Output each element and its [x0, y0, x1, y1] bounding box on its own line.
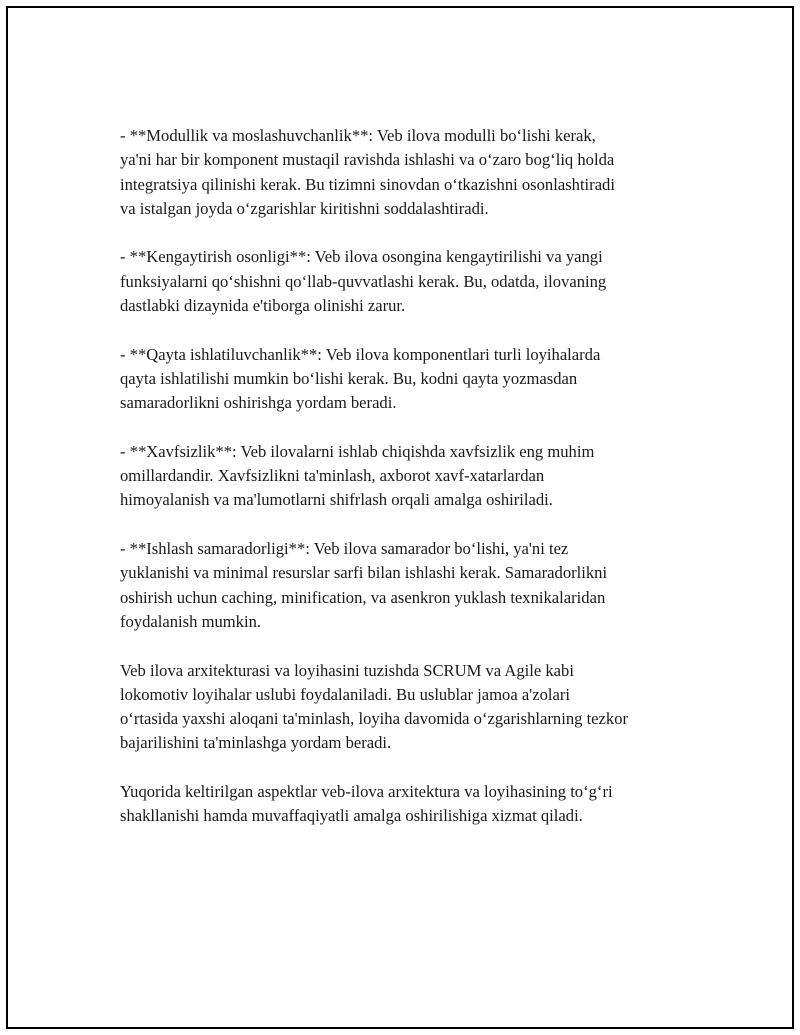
document-body [120, 124, 710, 853]
paragraph-methodology: Veb ilova arxitekturasi va loyihasini tuzishda SCRUM va Agile kabi lokomotiv loyihalar uslubi foydalaniladi. Bu uslublar jamoa a'zolari oʻrtasida yaxshi aloqani ta'minlash, loyiha davomida oʻzgarishlarning tezkor bajarilishini ta'minlashga yordam beradi. [120, 660, 629, 753]
paragraph-security: - **Xavfsizlik**: Veb ilovalarni ishlab chiqishda xavfsizlik eng muhim omillardandir. Xavfsizlikni ta'minlash, axborot xavf-xatarlardan himoyalanish va ma'lumotlarni shifrlash orqali amalga oshiriladi. [120, 441, 595, 510]
paragraph-performance: - **Ishlash samaradorligi**: Veb ilova samarador boʻlishi, ya'ni tez yuklanishi va minimal resurslar sarfi bilan ishlashi kerak. Samaradorlikni oshirish uchun caching, minification, va asenkron yuklash texnikalaridan foydalanish mumkin. [120, 539, 608, 631]
page-frame [6, 6, 794, 1029]
paragraph-modularity: - **Modullik va moslashuvchanlik**: Veb ilova modulli boʻlishi kerak, ya'ni har bir komponent mustaqil ravishda ishlashi va oʻzaro bogʻliq holda integratsiya qilinishi kerak. Bu tizimni sinovdan oʻtkazishni osonlashtiradi va istalgan joyda oʻzgarishlar kiritishni soddalashtiradi. [120, 126, 615, 218]
paragraph-extensibility: - **Kengaytirish osonligi**: Veb ilova osongina kengaytirilishi va yangi funksiyalarni qoʻshishni qoʻllab-quvvatlashi kerak. Bu, odatda, ilovaning dastlabki dizaynida e'tiborga olinishi zarur. [120, 247, 607, 316]
paragraph-conclusion: Yuqorida keltirilgan aspektlar veb-ilova arxitektura va loyihasining toʻgʻri shakllanishi hamda muvaffaqiyatli amalga oshirilishiga xizmat qiladi. [120, 782, 613, 826]
paragraph-reusability: - **Qayta ishlatiluvchanlik**: Veb ilova komponentlari turli loyihalarda qayta ishlatilishi mumkin boʻlishi kerak. Bu, kodni qayta yozmasdan samaradorlikni oshirishga yordam beradi. [120, 344, 601, 413]
